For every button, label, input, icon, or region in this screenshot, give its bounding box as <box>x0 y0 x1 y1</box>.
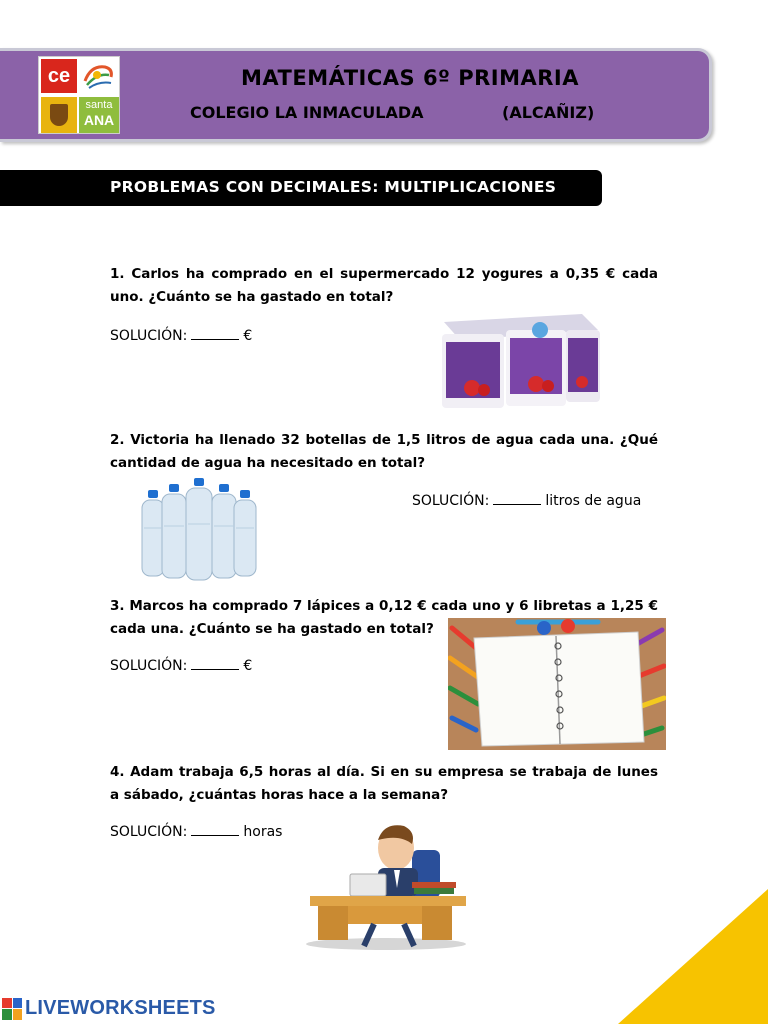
problem-2-solution: SOLUCIÓN: litros de agua <box>412 493 642 509</box>
problem-4-text: 4. Adam trabaja 6,5 horas al día. Si en su empresa se trabaja de lunes a sábado, ¿cuántas horas hace a la semana? <box>110 764 658 803</box>
problem-3-solution: SOLUCIÓN: € <box>110 658 253 674</box>
ce-logo: ce <box>41 59 77 93</box>
corner-decoration <box>618 889 768 1024</box>
school-logos <box>38 56 120 134</box>
santa-ana-logo: santa ANA <box>79 97 119 133</box>
liveworksheets-logo: LIVEWORKSHEETS <box>2 997 216 1020</box>
notebook-and-pencils-image <box>448 618 666 750</box>
answer-blank-3[interactable] <box>191 656 239 670</box>
liveworksheets-icon <box>2 998 22 1020</box>
school-town: (ALCAÑIZ) <box>502 103 595 122</box>
crest-icon <box>41 97 77 133</box>
answer-blank-2[interactable] <box>493 491 541 505</box>
anniversary-ribbon-icon <box>81 61 117 91</box>
page-title: MATEMÁTICAS 6º PRIMARIA <box>241 66 579 90</box>
answer-blank-1[interactable] <box>191 326 239 340</box>
problem-1-text: 1. Carlos ha comprado en el supermercado 12 yogures a 0,35 € cada uno. ¿Cuánto se ha gastado en total? <box>110 266 658 305</box>
topic-title: PROBLEMAS CON DECIMALES: MULTIPLICACIONES <box>110 178 557 196</box>
yogurt-pack-image <box>432 300 604 418</box>
school-name: COLEGIO LA INMACULADA <box>190 103 424 122</box>
answer-blank-4[interactable] <box>191 822 239 836</box>
office-worker-image <box>304 822 470 952</box>
problem-4-solution: SOLUCIÓN: horas <box>110 824 283 840</box>
problem-1-solution: SOLUCIÓN: € <box>110 328 253 344</box>
water-bottles-image <box>134 478 264 586</box>
problem-2-text: 2. Victoria ha llenado 32 botellas de 1,5 litros de agua cada una. ¿Qué cantidad de agua ha necesitado en total? <box>110 432 658 471</box>
problem-3-text: 3. Marcos ha comprado 7 lápices a 0,12 € cada uno y 6 libretas a 1,25 € cada una. ¿Cuánto se ha gastado en total? <box>110 598 658 637</box>
